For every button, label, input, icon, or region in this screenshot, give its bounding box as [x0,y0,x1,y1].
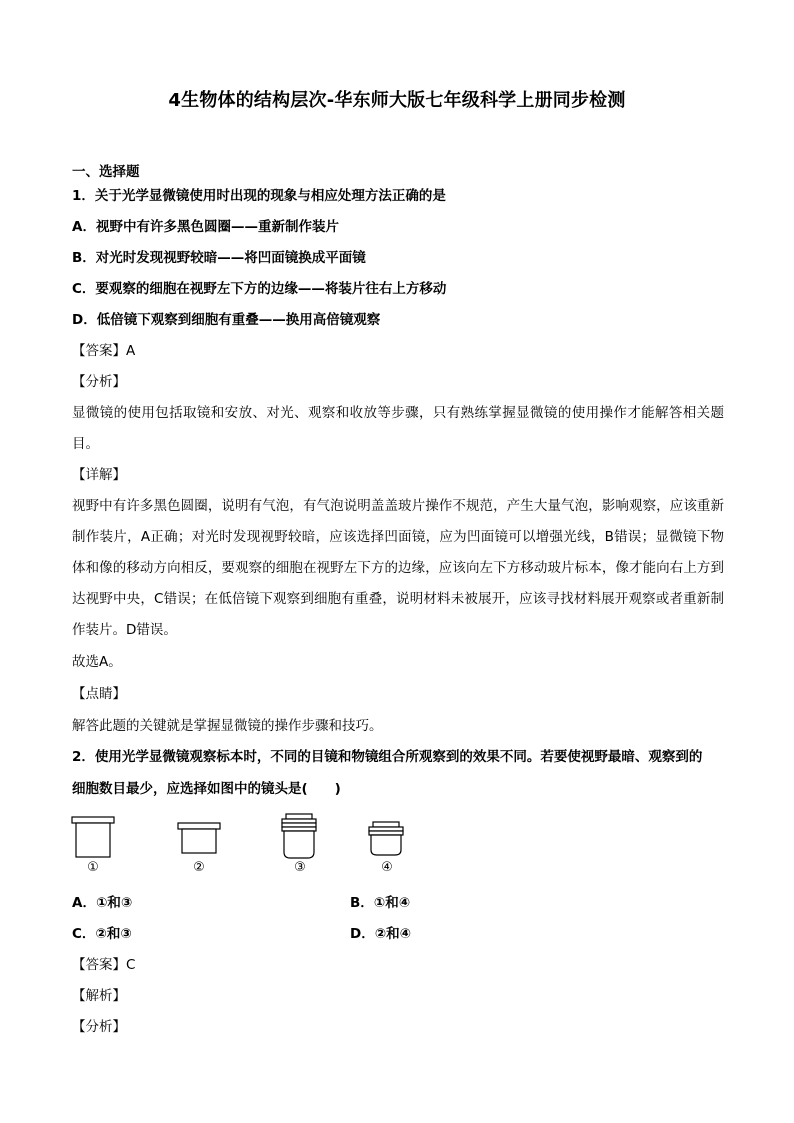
q1-conclusion: 故选A。 [72,654,122,670]
q1-detail-label: 【详解】 [72,467,126,483]
lens-label-3: ③ [294,860,306,875]
q1-detail-text: 视野中有许多黑色圆圈，说明有气泡，有气泡说明盖盖玻片操作不规范，产生大量气泡，影响观察，应该重新制作装片，A正确；对光时发现视野较暗，应该选择凹面镜，应为凹面镜可以增强光线，B错误；显微镜下物体和像的移动方向相反，要观察的细胞在视野左下方的边缘，应该向左下方移动玻片标本，像才能向右上方到达视野中央，C错误；在低倍镜下观察到细胞有重叠，说明材料未被展开，应该寻找材料展开观察或者重新制作装片。D错误。 [72,498,724,638]
q1-analysis-text: 显微镜的使用包括取镜和安放、对光、观察和收放等步骤，只有熟练掌握显微镜的使用操作才能解答相关题目。 [72,405,724,452]
lens-label-1: ① [87,860,99,875]
section-heading: 一、选择题 [72,164,140,180]
q2-stem-line2: 细胞数目最少，应选择如图中的镜头是( ) [72,781,341,797]
objective-long-icon [282,814,316,858]
q1-option-b: B．对光时发现视野较暗——将凹面镜换成平面镜 [72,250,366,266]
q2-option-a: A．①和③ [72,895,133,911]
q2-answer [72,955,135,975]
eyepiece-short-icon [178,823,220,853]
q2-analysis-label: 【分析】 [72,1019,126,1035]
answer-value: A [126,343,136,359]
q2-option-c: C．②和③ [72,926,132,942]
q1-option-d: D．低倍镜下观察到细胞有重叠——换用高倍镜观察 [72,312,381,328]
objective-short-icon [369,822,403,855]
q2-option-d: D．②和④ [350,926,412,942]
answer-label: 【答案】 [72,957,126,973]
q1-comment-text: 解答此题的关键就是掌握显微镜的操作步骤和技巧。 [72,718,383,734]
page-title: 4生物体的结构层次-华东师大版七年级科学上册同步检测 [168,90,626,111]
q1-stem: 1．关于光学显微镜使用时出现的现象与相应处理方法正确的是 [72,188,446,204]
lens-label-2: ② [193,860,205,875]
answer-value: C [126,957,136,973]
q1-option-c: C．要观察的细胞在视野左下方的边缘——将装片往右上方移动 [72,281,447,297]
q1-option-a: A．视野中有许多黑色圆圈——重新制作装片 [72,219,339,235]
q1-answer [72,341,135,361]
q2-stem-line1: 2．使用光学显微镜观察标本时，不同的目镜和物镜组合所观察到的效果不同。若要使视野最暗、观察到的 [72,749,703,765]
lens-figure [70,812,410,862]
q1-comment-label: 【点睛】 [72,686,126,702]
q2-explain-label: 【解析】 [72,988,126,1004]
q2-option-b: B．①和④ [350,895,411,911]
q1-analysis-label: 【分析】 [72,374,126,390]
answer-label: 【答案】 [72,343,126,359]
eyepiece-long-icon [72,817,114,857]
lens-label-4: ④ [381,860,393,875]
